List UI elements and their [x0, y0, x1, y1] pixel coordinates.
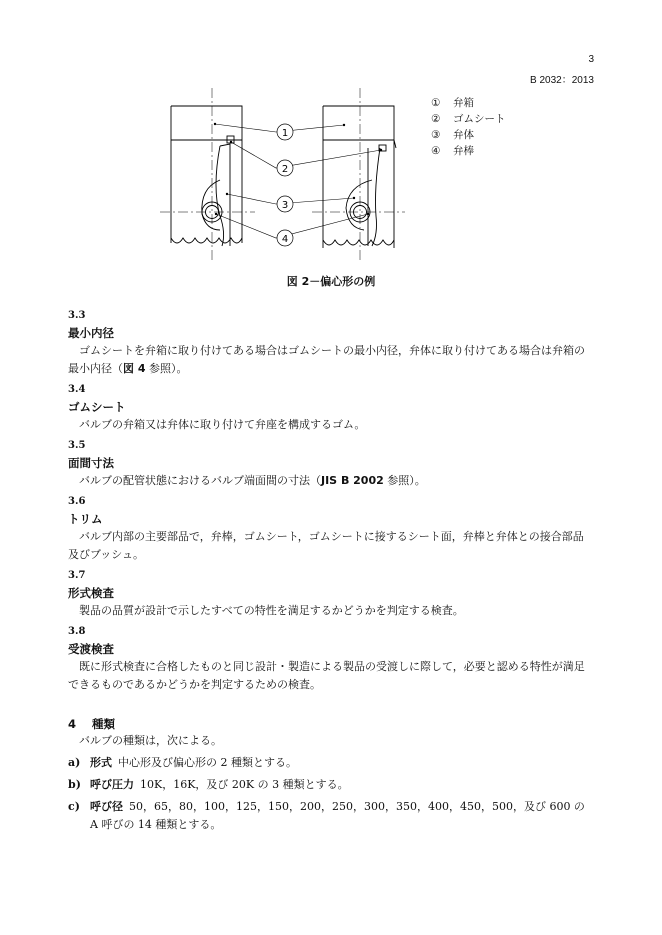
callout-4-label: 4	[281, 234, 289, 245]
section-term: 受渡検査	[68, 642, 114, 656]
document-body	[68, 304, 594, 838]
section-number: 3.5	[68, 440, 86, 451]
left-disc-profile	[216, 144, 230, 246]
callout-3-label: 3	[281, 200, 289, 211]
page-number: 3	[588, 54, 594, 65]
section-number: 3.6	[68, 496, 86, 507]
right-break-line	[323, 240, 394, 245]
section-definition: バルブの弁箱又は弁体に取り付けて弁座を構成するゴム。	[79, 418, 366, 431]
figure-reference: 図 4	[123, 362, 146, 375]
callout-1-label: 1	[281, 128, 289, 139]
list-item: c) 呼び径 50，65，80，100，125，150，200，250，300，350，400，450，500，及び 600 の A 呼びの 14 種類とする。	[68, 800, 585, 831]
section-term: 最小内径	[68, 326, 114, 340]
section-term: 形式検査	[68, 586, 114, 600]
list-item: b) 呼び圧力 10K，16K，及び 20K の 3 種類とする。	[68, 778, 349, 791]
section-number: 3.4	[68, 384, 86, 395]
section-3-5	[68, 439, 594, 490]
section-4-heading: 4 種類	[68, 717, 116, 731]
right-disc-profile	[368, 148, 380, 246]
section-3-8	[68, 625, 594, 694]
right-valve-box	[323, 106, 396, 248]
section-term: ゴムシート	[68, 400, 126, 414]
section-definition: バルブ内部の主要部品で，弁棒，ゴムシート，ゴムシートに接するシート面，弁棒と弁体との接合部品及びブッシュ。	[68, 530, 584, 561]
section-3-7	[68, 569, 594, 620]
left-break-line	[171, 238, 242, 243]
legend-item: ② ゴムシート	[431, 113, 506, 125]
legend-item: ① 弁箱	[431, 97, 474, 109]
document-code: B 2032：2013	[530, 75, 594, 86]
legend-item: ④ 弁棒	[431, 145, 474, 157]
section-number: 3.3	[68, 310, 86, 321]
callout-2-label: 2	[281, 164, 289, 175]
section-term: トリム	[68, 512, 103, 526]
section-number: 3.7	[68, 570, 86, 581]
section-3-3	[68, 309, 594, 378]
section-definition: ゴムシートを弁箱に取り付けてある場合はゴムシートの最小内径，弁体に取り付けてある場合は弁箱の最小内径（図 4 参照）。	[68, 344, 585, 375]
section-number: 3.8	[68, 626, 86, 637]
section-definition: バルブの配管状態におけるバルブ端面間の寸法（JIS B 2002 参照）。	[79, 474, 426, 487]
figure-caption: 図 2－偏心形の例	[286, 275, 376, 288]
leader-2	[231, 142, 381, 168]
section-definition: 既に形式検査に合格したものと同じ設計・製造による製品の受渡しに際して，必要と認める特性が満足できるものであるかどうかを判定するための検査。	[68, 660, 585, 691]
legend-item: ③ 弁体	[431, 129, 474, 141]
left-valve-box	[171, 106, 242, 243]
section-3-4	[68, 383, 594, 434]
standard-reference: JIS B 2002	[321, 474, 384, 487]
section-4-intro: バルブの種類は，次による。	[79, 734, 222, 747]
eccentric-valve-figure	[160, 88, 430, 263]
figure-legend	[431, 95, 506, 159]
section-definition: 製品の品質が設計で示したすべての特性を満足するかどうかを判定する検査。	[79, 604, 464, 617]
section-3-6	[68, 495, 594, 564]
section-term: 面間寸法	[68, 456, 114, 470]
list-item: a) 形式 中心形及び偏心形の 2 種類とする。	[68, 756, 297, 769]
